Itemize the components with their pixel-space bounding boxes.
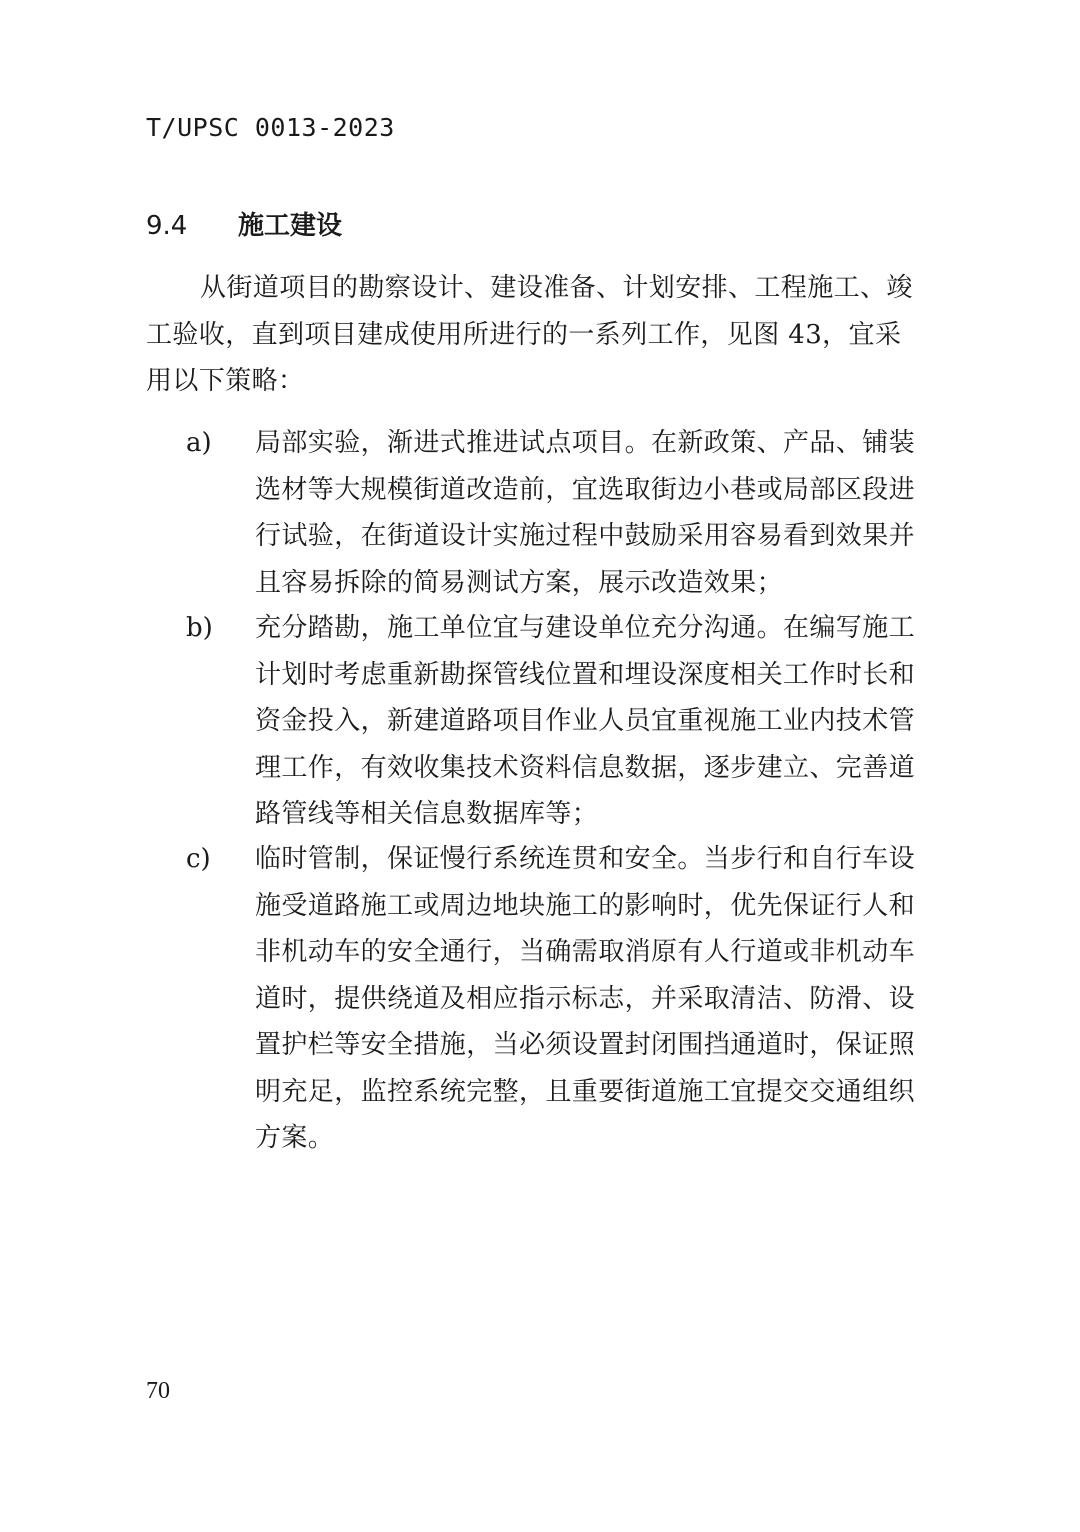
section-number: 9.4 <box>146 211 188 241</box>
text-line: 选材等大规模街道改造前，宜选取街边小巷或局部区段进 <box>255 474 916 505</box>
text-line: 资金投入，新建道路项目作业人员宜重视施工业内技术管 <box>255 706 916 736</box>
text-line: 明充足，监控系统完整，且重要街道施工宜提交交通组织 <box>255 1076 916 1107</box>
list-item-body-a <box>255 420 945 606</box>
text-line: 临时管制，保证慢行系统连贯和安全。当步行和自行车设 <box>255 844 916 874</box>
text-line: 置护栏等安全措施，当必须设置封闭围挡通道时，保证照 <box>255 1030 916 1060</box>
list-item-body-c <box>255 836 945 1162</box>
text-line: 路管线等相关信息数据库等； <box>255 799 599 829</box>
page-number: 70 <box>146 1378 170 1404</box>
intro-paragraph <box>146 265 936 405</box>
section-heading <box>146 206 342 246</box>
text-line: 且容易拆除的简易测试方案，展示改造效果； <box>255 567 784 598</box>
section-title: 施工建设 <box>238 211 343 241</box>
text-line: 充分踏勘，施工单位宜与建设单位充分沟通。在编写施工 <box>255 613 916 643</box>
list-item-label-a: a) <box>186 428 212 458</box>
document-code: T/UPSC 0013-2023 <box>146 113 395 142</box>
list-item-body-b <box>255 605 945 838</box>
text-line: 施受道路施工或周边地块施工的影响时，优先保证行人和 <box>255 890 916 921</box>
text-line: 局部实验，渐进式推进试点项目。在新政策、产品、铺装 <box>255 428 916 458</box>
text-line: 理工作，有效收集技术资料信息数据，逐步建立、完善道 <box>255 752 916 783</box>
text-line: 方案。 <box>255 1123 335 1153</box>
text-line: 行试验，在街道设计实施过程中鼓励采用容易看到效果并 <box>255 521 916 551</box>
text-line: 计划时考虑重新勘探管线位置和埋设深度相关工作时长和 <box>255 659 916 690</box>
text-line: 道时，提供绕道及相应指示标志，并采取清洁、防滑、设 <box>255 983 916 1014</box>
text-line: 非机动车的安全通行，当确需取消原有人行道或非机动车 <box>255 937 916 967</box>
list-item-label-c: c) <box>186 844 211 874</box>
text-line: 工验收，直到项目建成使用所进行的一系列工作，见图 43，宜采 <box>146 319 902 350</box>
text-line: 从街道项目的勘察设计、建设准备、计划安排、工程施工、竣 <box>200 273 913 303</box>
list-item-label-b: b) <box>186 613 213 643</box>
text-line: 用以下策略： <box>146 366 305 396</box>
